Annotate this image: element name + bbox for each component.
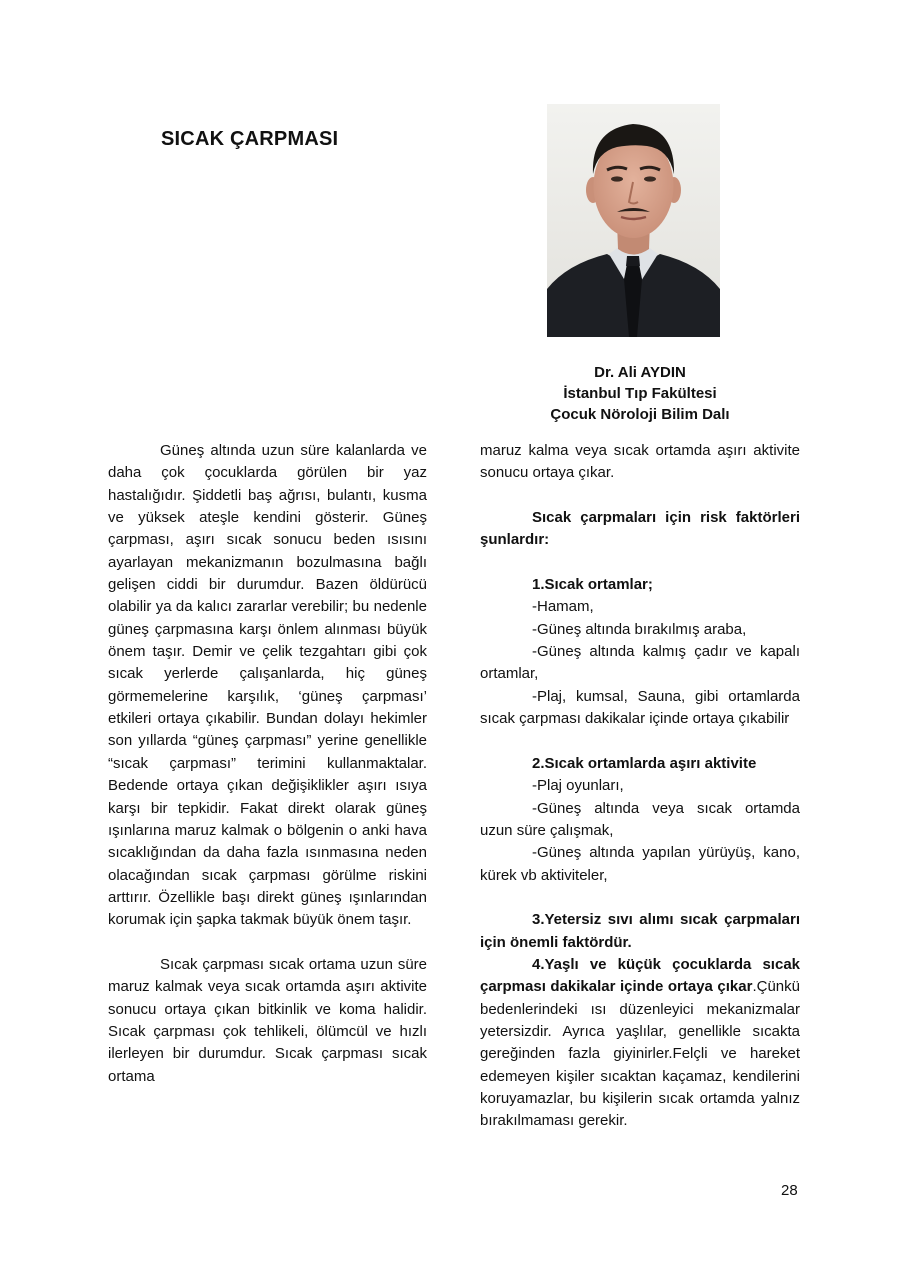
- author-department: Çocuk Nöroloji Bilim Dalı: [550, 406, 730, 423]
- section-1-item-4: -Plaj, kumsal, Sauna, gibi ortamlarda sıcak çarpması dakikalar içinde ortaya çıkabilir: [480, 687, 800, 728]
- section-1-item-1: -Hamam,: [532, 598, 594, 616]
- risk-factors-heading: Sıcak çarpmaları için risk faktörleri şunlardır:: [480, 509, 800, 549]
- author-block: [480, 362, 800, 425]
- section-1-item-2: -Güneş altında bırakılmış araba,: [532, 620, 747, 638]
- section-2-item-1: -Plaj oyunları,: [532, 777, 624, 795]
- section-2-item-2: -Güneş altında veya sıcak ortamda uzun süre çalışmak,: [480, 799, 800, 839]
- right-column: [480, 440, 800, 1133]
- section-4-text: .Çünkü bedenlerindeki ısı düzenleyici mekanizmalar yetersizdir. Ayrıca yaşlılar, genellikle sıcakta gereğinden fazla giyinirler.Felçli ve hareket edemeyen kişiler sıcaktan kaçamaz, kendilerini koruyamazlar, bu kişilerin sıcak ortamda yalnız bırakılmaması gerekir.: [480, 978, 800, 1130]
- section-2-item-3: -Güneş altında yapılan yürüyüş, kano, kürek vb aktiviteler,: [480, 844, 800, 884]
- left-column: [108, 440, 427, 1088]
- author-name: Dr. Ali AYDIN: [594, 364, 686, 381]
- section-2-heading: 2.Sıcak ortamlarda aşırı aktivite: [532, 754, 757, 772]
- left-paragraph-1: Güneş altında uzun süre kalanlarda ve daha çok çocuklarda görülen bir yaz hastalığıdır. Şiddetli baş ağrısı, bulantı, kusma ve yüksek ateşle kendini gösterir. Güneş çarpması, aşırı sıcak sonucu beden ısısını ayarlayan mekanizmanın bozulmasına bağlı gelişen ciddi bir durumdur. Bazen öldürücü olabilir ya da kalıcı zararlar verebilir; bu nedenle güneş çarpmasına karşı önlem alınması büyük önem taşır. Demir ve çelik tezgahtarı gibi çok sıcak yerlerde çalışanlarda, hiç güneş görmemelerine karşılık, ‘güneş çarpması’ etkileri ortaya çıkabilir. Bundan dolayı hekimler son yıllarda “güneş çarpması” yerine genellikle “sıcak çarpması” terimini kullanmaktalar. Bedende ortaya çıkan değişiklikler aşırı ısıya karşı bir tepkidir. Fakat direkt olarak güneş ışınlarına maruz kalmak o bölgenin o anki hava sıcaklığından da daha fazla ısınmasına neden olacağından sıcak çarpması görülme riskini arttırır. Özellikle başı direkt güneş ışınlarından korumak için şapka takmak büyük önem taşır.: [108, 442, 427, 929]
- section-1-item-3: -Güneş altında kalmış çadır ve kapalı ortamlar,: [480, 643, 800, 683]
- section-4-bold: 4.Yaşlı ve küçük çocuklarda sıcak çarpması dakikalar içinde ortaya çıkar: [480, 955, 800, 996]
- page-number: 28: [781, 1182, 798, 1199]
- right-continuation: maruz kalma veya sıcak ortamda aşırı aktivite sonucu ortaya çıkar.: [480, 442, 800, 482]
- section-4: [480, 954, 800, 1133]
- section-1-heading: 1.Sıcak ortamlar;: [532, 576, 653, 594]
- section-3: 3.Yetersiz sıvı alımı sıcak çarpmaları için önemli faktördür.: [480, 911, 800, 951]
- article-title: SICAK ÇARPMASI: [161, 128, 339, 150]
- author-portrait-photo: [547, 104, 720, 337]
- left-paragraph-2: Sıcak çarpması sıcak ortama uzun süre maruz kalmak veya sıcak ortamda aşırı aktivite sonucu ortaya çıkan bitkinlik ve koma halidir. Sıcak çarpması çok tehlikeli, ölümcül ve hızlı ilerleyen bir durumdur. Sıcak çarpması sıcak ortama: [108, 955, 427, 1085]
- author-institution: İstanbul Tıp Fakültesi: [563, 385, 717, 402]
